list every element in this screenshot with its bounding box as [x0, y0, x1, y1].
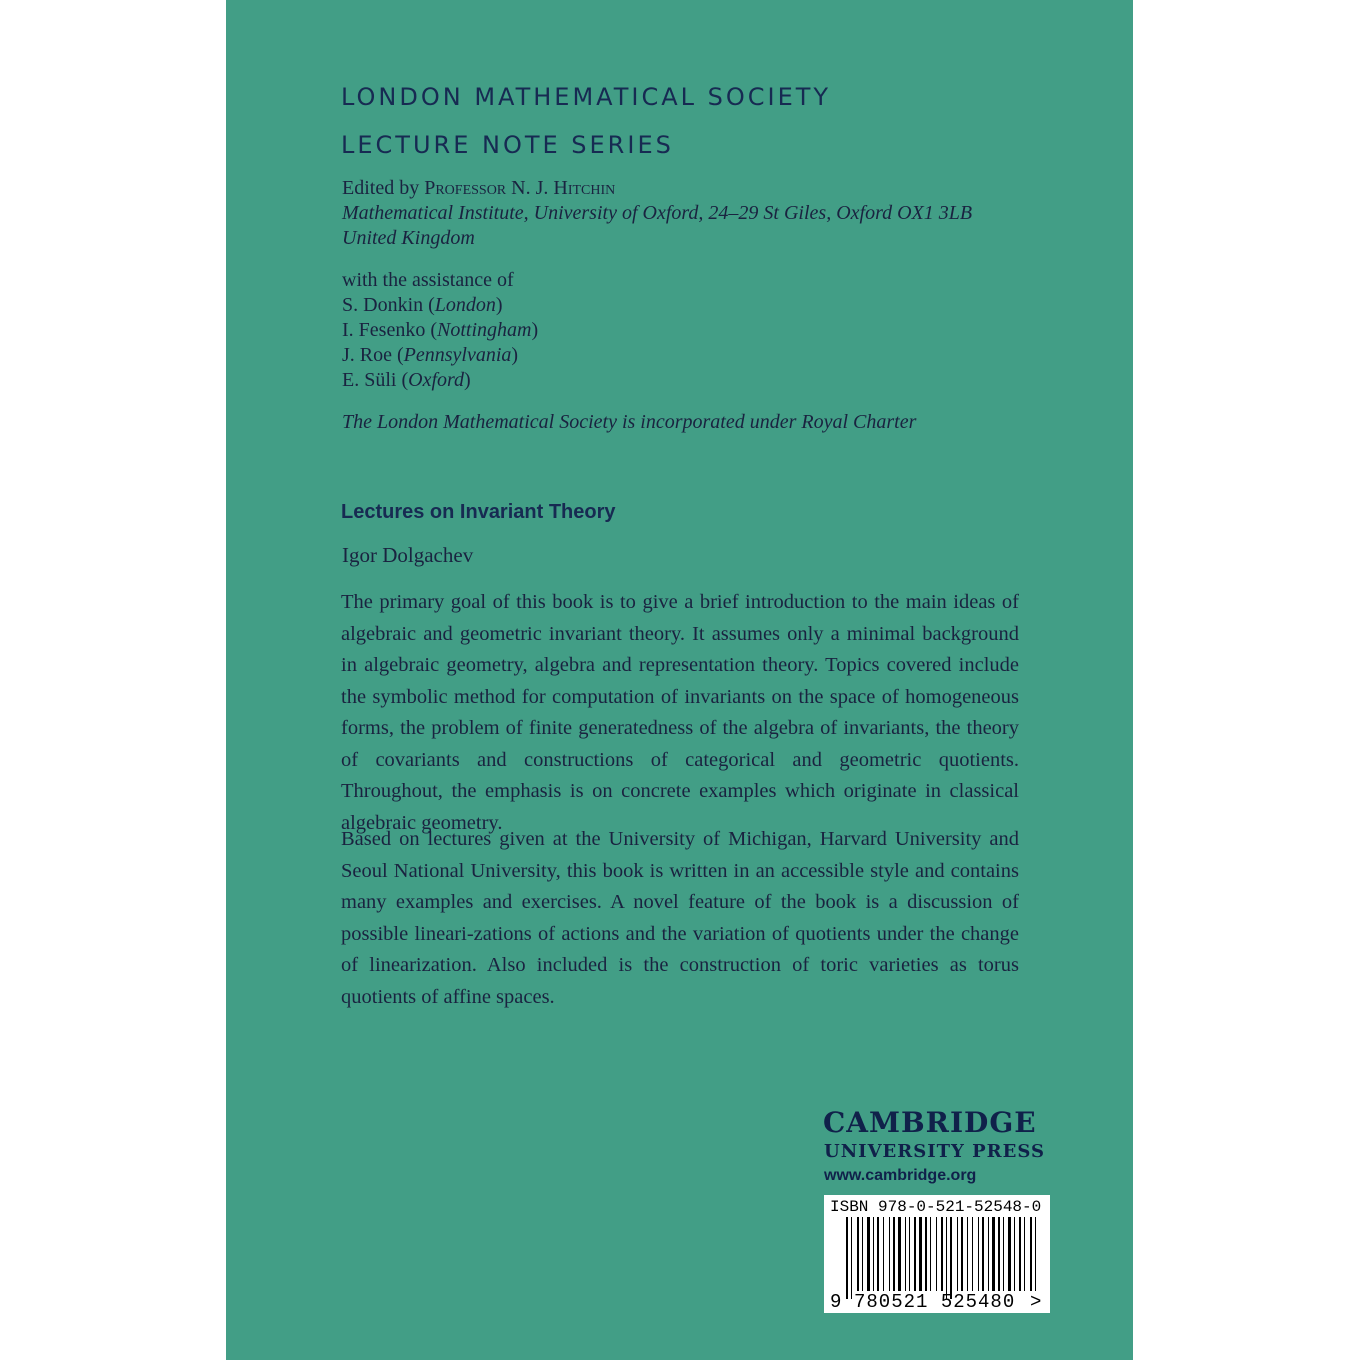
- editor-name: Professor N. J. Hitchin: [424, 177, 616, 199]
- assistant-place: London: [434, 294, 496, 316]
- assistant-name: I. Fesenko: [342, 319, 426, 341]
- barcode-bar: [972, 1217, 973, 1291]
- book-author: Igor Dolgachev: [342, 543, 474, 567]
- barcode-bar: [919, 1217, 922, 1291]
- barcode-bar: [950, 1217, 952, 1299]
- description-paragraph-1: The primary goal of this book is to give a brief introduction to the main ideas of algebraic and geometric invariant theory. It assumes only a minimal background in algebraic geometry, algebra and representation theory. Topics covered include the symbolic method for computation of invariants on the space of homogeneous forms, the problem of finite generatedness of the algebra of invariants, the theory of covariants and constructions of categorical and geometric quotients. Throughout, the emphasis is on concrete examples which originate in classical algebraic geometry.: [341, 591, 1019, 834]
- barcode-bar: [930, 1217, 931, 1291]
- barcode-bar: [867, 1217, 870, 1291]
- barcode-bar: [1035, 1217, 1036, 1291]
- barcode-bar: [992, 1217, 995, 1291]
- assistant-line: S. Donkin (London): [342, 294, 503, 316]
- barcode-bar: [982, 1217, 984, 1291]
- assistant-line: E. Süli (Oxford): [342, 369, 471, 391]
- barcode-bar: [877, 1217, 879, 1291]
- series-title-line2: LECTURE NOTE SERIES: [341, 131, 674, 159]
- assistant-place: Oxford: [408, 369, 465, 391]
- assistant-line: I. Fesenko (Nottingham): [342, 319, 539, 341]
- barcode-bar: [883, 1217, 884, 1291]
- assistant-name: J. Roe: [342, 344, 392, 366]
- assistant-name: S. Donkin: [342, 294, 424, 316]
- series-title-line1: LONDON MATHEMATICAL SOCIETY: [341, 83, 832, 111]
- barcode-bar: [946, 1217, 947, 1299]
- barcode-lead-digit: 9: [830, 1291, 842, 1313]
- book-back-cover: [226, 0, 1133, 1360]
- barcode-bar: [905, 1217, 906, 1291]
- barcode-bar: [998, 1217, 1000, 1291]
- barcode-bar: [988, 1217, 989, 1291]
- barcode-bar: [941, 1217, 943, 1291]
- editor-prefix: Edited by: [342, 177, 425, 199]
- editor-country: United Kingdom: [342, 227, 475, 249]
- barcode-bar: [1008, 1217, 1011, 1291]
- assistant-place: Nottingham: [437, 319, 532, 341]
- publisher-name: CAMBRIDGE: [823, 1106, 1037, 1139]
- barcode-bar: [1030, 1217, 1032, 1291]
- assistant-name: E. Süli: [342, 369, 397, 391]
- royal-charter-note: The London Mathematical Society is incorporated under Royal Charter: [342, 411, 917, 433]
- editor-address: Mathematical Institute, University of Oxford, 24–29 St Giles, Oxford OX1 3LB: [342, 202, 973, 224]
- book-title: Lectures on Invariant Theory: [341, 501, 616, 523]
- barcode-bar: [914, 1217, 916, 1291]
- barcode-bar: [967, 1217, 968, 1291]
- barcode-bar: [1019, 1217, 1021, 1291]
- barcode-bar: [889, 1217, 890, 1291]
- barcode-arrow: >: [1030, 1291, 1042, 1313]
- assistant-line: J. Roe (Pennsylvania): [342, 344, 519, 366]
- assistant-place: Pennsylvania: [403, 344, 512, 366]
- barcode-bar: [957, 1217, 958, 1291]
- barcode-bar: [961, 1217, 963, 1291]
- barcode-bar: [846, 1217, 848, 1299]
- barcode-bar: [857, 1217, 859, 1291]
- barcode-bar: [1014, 1217, 1015, 1291]
- barcode-bar: [936, 1217, 937, 1291]
- publisher-subtitle: UNIVERSITY PRESS: [824, 1141, 1045, 1162]
- barcode-bar: [898, 1217, 901, 1291]
- editor-line: [342, 177, 615, 200]
- barcode-bar: [909, 1217, 910, 1291]
- isbn-barcode-panel: [824, 1195, 1050, 1313]
- barcode-bar: [925, 1217, 927, 1291]
- barcode-bar: [978, 1217, 979, 1291]
- assistance-intro: with the assistance of: [342, 269, 514, 291]
- barcode-bar: [1024, 1217, 1025, 1291]
- description-paragraph-2: Based on lectures given at the University of Michigan, Harvard University and Seoul National University, this book is written in an accessible style and contains many examples and exercises. A novel feature of the book is a discussion of possible lineari-zations of actions and the variation of quotients under the change of linearization. Also included is the construction of toric varieties as torus quotients of affine spaces.: [341, 828, 1019, 1008]
- publisher-website: www.cambridge.org: [824, 1167, 977, 1184]
- barcode-bar: [851, 1217, 852, 1299]
- barcode-digits: 780521 525480: [854, 1291, 1016, 1313]
- isbn-label: ISBN 978-0-521-52548-0: [830, 1198, 1042, 1216]
- barcode-bar: [893, 1217, 895, 1291]
- barcode-bar: [1003, 1217, 1004, 1291]
- barcode-bar: [873, 1217, 874, 1291]
- barcode-bar: [862, 1217, 863, 1291]
